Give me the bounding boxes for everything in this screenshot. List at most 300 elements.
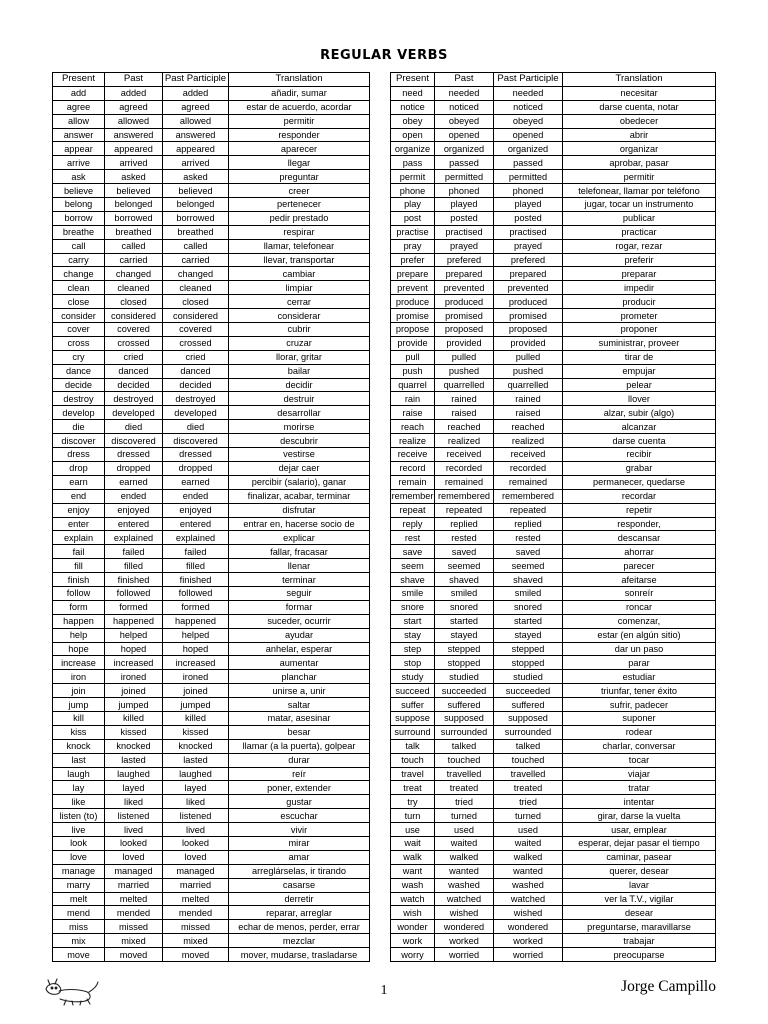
table-row [391, 350, 716, 364]
table-row [53, 767, 370, 781]
table-row [53, 795, 370, 809]
cell-past: asked [105, 170, 163, 184]
cell-past-participle: appeared [163, 142, 229, 156]
cell-past-participle: rested [494, 531, 563, 545]
cell-translation: alcanzar [563, 420, 716, 434]
cell-present: end [53, 489, 105, 503]
cell-present: kiss [53, 725, 105, 739]
cell-present: increase [53, 656, 105, 670]
table-header-row [53, 73, 370, 87]
table-row [53, 406, 370, 420]
cell-past-participle: recorded [494, 461, 563, 475]
cell-translation: grabar [563, 461, 716, 475]
table-row [391, 614, 716, 628]
cell-translation: tocar [563, 753, 716, 767]
cell-present: remember [391, 491, 434, 502]
cell-past-participle: stopped [494, 656, 563, 670]
cell-present: dance [53, 364, 105, 378]
table-row [53, 392, 370, 406]
cell-present: form [53, 600, 105, 614]
cell-past-participle: dressed [163, 448, 229, 462]
cell-translation: entrar en, hacerse socio de [229, 517, 370, 531]
cell-present: raise [391, 406, 435, 420]
table-row [391, 573, 716, 587]
cell-present: practise [391, 225, 435, 239]
cell-translation: darse cuenta [563, 434, 716, 448]
cell-past-participle: helped [163, 628, 229, 642]
cell-translation: cruzar [229, 336, 370, 350]
table-row [391, 656, 716, 670]
cell-present: dress [53, 448, 105, 462]
cell-past: stepped [435, 642, 494, 656]
cell-translation: preferir [563, 253, 716, 267]
table-row [53, 309, 370, 323]
cell-past-participle: cleaned [163, 281, 229, 295]
cell-translation: pedir prestado [229, 211, 370, 225]
table-row [53, 475, 370, 489]
table-row [391, 489, 716, 503]
cell-present: kill [53, 711, 105, 725]
cell-translation: terminar [229, 573, 370, 587]
cell-present: cry [53, 350, 105, 364]
cell-present: live [53, 823, 105, 837]
table-row [391, 795, 716, 809]
table-row [391, 600, 716, 614]
cell-translation: destruir [229, 392, 370, 406]
cell-present: finish [53, 573, 105, 587]
cell-translation: producir [563, 295, 716, 309]
table-row [391, 823, 716, 837]
table-row [53, 114, 370, 128]
cell-past: appeared [105, 142, 163, 156]
cell-present: wash [391, 878, 435, 892]
cell-past: developed [105, 406, 163, 420]
cell-past-participle: crossed [163, 336, 229, 350]
table-row [53, 739, 370, 753]
cell-past-participle: phoned [494, 184, 563, 198]
cell-translation: anhelar, esperar [229, 642, 370, 656]
cell-present: push [391, 364, 435, 378]
cell-past-participle: practised [494, 225, 563, 239]
cell-translation: decidir [229, 378, 370, 392]
cell-past-participle: ended [163, 489, 229, 503]
cell-present: propose [391, 323, 435, 337]
cell-present: seem [391, 559, 435, 573]
header-past: Past [105, 73, 163, 87]
cell-translation: charlar, conversar [563, 739, 716, 753]
cell-past-participle: jumped [163, 698, 229, 712]
cell-past: loved [105, 850, 163, 864]
cell-translation: finalizar, acabar, terminar [229, 489, 370, 503]
cell-present: believe [53, 184, 105, 198]
cell-present: enter [53, 517, 105, 531]
table-row [53, 378, 370, 392]
cell-past: remembered [435, 489, 494, 503]
table-row [391, 850, 716, 864]
cell-past-participle: entered [163, 517, 229, 531]
cell-present: stop [391, 656, 435, 670]
cell-past: worked [435, 934, 494, 948]
table-row [391, 684, 716, 698]
cell-past: arrived [105, 156, 163, 170]
cell-translation: permitir [229, 114, 370, 128]
cell-past: breathed [105, 225, 163, 239]
cell-present: fail [53, 545, 105, 559]
cell-present: destroy [53, 392, 105, 406]
cell-past: permitted [435, 170, 494, 184]
cell-past: wondered [435, 920, 494, 934]
cell-past-participle: provided [494, 336, 563, 350]
cell-past: shaved [435, 573, 494, 587]
cell-present: appear [53, 142, 105, 156]
table-row [53, 142, 370, 156]
verbs-table-right [390, 72, 716, 962]
cell-past: noticed [435, 100, 494, 114]
table-row [391, 448, 716, 462]
table-row [53, 100, 370, 114]
cell-present: drop [53, 461, 105, 475]
cell-present: agree [53, 100, 105, 114]
cell-translation: preguntarse, maravillarse [563, 920, 716, 934]
cell-past-participle: raised [494, 406, 563, 420]
cell-past: remained [435, 475, 494, 489]
table-row [391, 642, 716, 656]
cell-past-participle: posted [494, 211, 563, 225]
cell-translation: matar, asesinar [229, 711, 370, 725]
cell-present: rain [391, 392, 435, 406]
cell-past-participle: formed [163, 600, 229, 614]
table-row [53, 878, 370, 892]
cell-present: pass [391, 156, 435, 170]
table-row [391, 420, 716, 434]
cell-translation: preguntar [229, 170, 370, 184]
cell-past: obeyed [435, 114, 494, 128]
cell-translation: creer [229, 184, 370, 198]
cell-translation: proponer [563, 323, 716, 337]
table-row [53, 461, 370, 475]
table-row [53, 489, 370, 503]
cell-past: promised [435, 309, 494, 323]
cell-past: rained [435, 392, 494, 406]
table-row [53, 948, 370, 962]
cell-translation: considerar [229, 309, 370, 323]
cell-past: entered [105, 517, 163, 531]
cell-past-participle: waited [494, 836, 563, 850]
cell-past: looked [105, 836, 163, 850]
cell-past-participle: added [163, 86, 229, 100]
cell-past: laughed [105, 767, 163, 781]
cell-translation: tratar [563, 781, 716, 795]
cell-past-participle: started [494, 614, 563, 628]
cell-present: reach [391, 420, 435, 434]
cell-translation: vivir [229, 823, 370, 837]
table-row [53, 670, 370, 684]
cell-translation: respirar [229, 225, 370, 239]
cell-past: changed [105, 267, 163, 281]
cell-translation: cubrir [229, 323, 370, 337]
cell-translation: desear [563, 906, 716, 920]
cell-past: wanted [435, 864, 494, 878]
cell-past-participle: answered [163, 128, 229, 142]
cell-past: replied [435, 517, 494, 531]
cell-past-participle: lasted [163, 753, 229, 767]
table-row [391, 725, 716, 739]
cell-past: believed [105, 184, 163, 198]
table-row [391, 114, 716, 128]
table-row [53, 420, 370, 434]
cell-past-participle: earned [163, 475, 229, 489]
cell-present: last [53, 753, 105, 767]
cell-present: help [53, 628, 105, 642]
cell-translation: arreglárselas, ir tirando [229, 864, 370, 878]
cell-past-participle: smiled [494, 586, 563, 600]
table-row [391, 767, 716, 781]
cell-past-participle: washed [494, 878, 563, 892]
cell-present: melt [53, 892, 105, 906]
cell-past: proposed [435, 323, 494, 337]
cell-translation: practicar [563, 225, 716, 239]
cell-past-participle: carried [163, 253, 229, 267]
cell-present: open [391, 128, 435, 142]
table-row [391, 434, 716, 448]
cell-translation: dejar caer [229, 461, 370, 475]
cell-past: travelled [435, 767, 494, 781]
cell-translation: girar, darse la vuelta [563, 809, 716, 823]
cell-translation: disfrutar [229, 503, 370, 517]
cell-past-participle: promised [494, 309, 563, 323]
cell-present: provide [391, 336, 435, 350]
table-row [53, 156, 370, 170]
cell-translation: amar [229, 850, 370, 864]
cell-past: prefered [435, 253, 494, 267]
cell-present: carry [53, 253, 105, 267]
cell-past-participle: ironed [163, 670, 229, 684]
cell-past: layed [105, 781, 163, 795]
cell-present: rest [391, 531, 435, 545]
cell-past: answered [105, 128, 163, 142]
cell-past: melted [105, 892, 163, 906]
header-past-participle: Past Participle [494, 73, 563, 87]
table-row [53, 823, 370, 837]
table-row [53, 934, 370, 948]
cell-present: prepare [391, 267, 435, 281]
cell-past: jumped [105, 698, 163, 712]
cell-past-participle: organized [494, 142, 563, 156]
cell-past: formed [105, 600, 163, 614]
cell-past-participle: agreed [163, 100, 229, 114]
cell-past: enjoyed [105, 503, 163, 517]
cell-present: call [53, 239, 105, 253]
cell-translation: tirar de [563, 350, 716, 364]
cell-past: danced [105, 364, 163, 378]
cell-translation: seguir [229, 586, 370, 600]
cell-past: earned [105, 475, 163, 489]
cell-past: talked [435, 739, 494, 753]
cell-translation: llevar, transportar [229, 253, 370, 267]
table-row [391, 198, 716, 212]
cell-past: treated [435, 781, 494, 795]
verbs-table-left [52, 72, 370, 962]
cell-past: listened [105, 809, 163, 823]
cell-translation: sufrir, padecer [563, 698, 716, 712]
cell-translation: querer, desear [563, 864, 716, 878]
cell-past: wished [435, 906, 494, 920]
table-row [53, 434, 370, 448]
cell-past-participle: reached [494, 420, 563, 434]
cell-present: suffer [391, 698, 435, 712]
cell-translation: esperar, dejar pasar el tiempo [563, 836, 716, 850]
cell-present: wish [391, 906, 435, 920]
table-row [391, 711, 716, 725]
cell-present: organize [391, 142, 435, 156]
cell-translation: aparecer [229, 142, 370, 156]
cell-translation: roncar [563, 600, 716, 614]
cell-translation: estar de acuerdo, acordar [229, 100, 370, 114]
table-row [391, 239, 716, 253]
cell-present: knock [53, 739, 105, 753]
cell-past: crossed [105, 336, 163, 350]
cell-present: shave [391, 573, 435, 587]
table-row [53, 684, 370, 698]
table-row [391, 836, 716, 850]
table-row [53, 600, 370, 614]
table-row [391, 920, 716, 934]
cell-present: wait [391, 836, 435, 850]
cell-past-participle: married [163, 878, 229, 892]
cell-present: watch [391, 892, 435, 906]
cell-past: stayed [435, 628, 494, 642]
cell-present: want [391, 864, 435, 878]
cell-present: produce [391, 295, 435, 309]
cell-past: called [105, 239, 163, 253]
cell-past: married [105, 878, 163, 892]
page-number: 1 [380, 983, 388, 998]
cell-past-participle: seemed [494, 559, 563, 573]
cell-translation: durar [229, 753, 370, 767]
cell-past-participle: wished [494, 906, 563, 920]
table-row [391, 739, 716, 753]
table-row [391, 267, 716, 281]
cell-past-participle: proposed [494, 323, 563, 337]
cell-translation: poner, extender [229, 781, 370, 795]
cell-past-participle: closed [163, 295, 229, 309]
cell-present: jump [53, 698, 105, 712]
cell-past: closed [105, 295, 163, 309]
cell-past: finished [105, 573, 163, 587]
cell-past: practised [435, 225, 494, 239]
cell-past: received [435, 448, 494, 462]
cell-translation: mover, mudarse, trasladarse [229, 948, 370, 962]
cell-present: prefer [391, 253, 435, 267]
cell-past-participle: treated [494, 781, 563, 795]
cell-present: use [391, 823, 435, 837]
cell-present: quarrel [391, 378, 435, 392]
cell-translation: permitir [563, 170, 716, 184]
cell-present: notice [391, 100, 435, 114]
cell-translation: vestirse [229, 448, 370, 462]
cell-past: stopped [435, 656, 494, 670]
cell-translation: repetir [563, 503, 716, 517]
cell-past: dressed [105, 448, 163, 462]
table-row [391, 309, 716, 323]
cell-past-participle: laughed [163, 767, 229, 781]
cell-translation: gustar [229, 795, 370, 809]
cell-present: fill [53, 559, 105, 573]
cell-translation: llegar [229, 156, 370, 170]
cell-past: rested [435, 531, 494, 545]
table-row [53, 711, 370, 725]
cell-past-participle: kissed [163, 725, 229, 739]
cell-past-participle: worried [494, 948, 563, 962]
header-present: Present [391, 73, 435, 87]
cell-past-participle: finished [163, 573, 229, 587]
table-row [53, 573, 370, 587]
cell-translation: suceder, ocurrir [229, 614, 370, 628]
cell-present: iron [53, 670, 105, 684]
table-row [391, 253, 716, 267]
cell-translation: darse cuenta, notar [563, 100, 716, 114]
cell-past: allowed [105, 114, 163, 128]
cell-past: raised [435, 406, 494, 420]
cell-translation: estudiar [563, 670, 716, 684]
cell-present: pull [391, 350, 435, 364]
cell-past-participle: lived [163, 823, 229, 837]
cell-present: decide [53, 378, 105, 392]
cell-past: ended [105, 489, 163, 503]
cell-past-participle: listened [163, 809, 229, 823]
cell-past: phoned [435, 184, 494, 198]
table-row [53, 517, 370, 531]
cell-translation: bailar [229, 364, 370, 378]
table-row [391, 545, 716, 559]
cell-present: change [53, 267, 105, 281]
cell-past-participle: looked [163, 836, 229, 850]
cell-present: arrive [53, 156, 105, 170]
cell-present: develop [53, 406, 105, 420]
cell-present: ask [53, 170, 105, 184]
cell-past-participle: allowed [163, 114, 229, 128]
table-row [391, 100, 716, 114]
cell-present: add [53, 86, 105, 100]
table-row [53, 656, 370, 670]
cell-translation: recordar [563, 489, 716, 503]
table-row [391, 517, 716, 531]
table-row [53, 198, 370, 212]
table-row [53, 239, 370, 253]
cell-past-participle: walked [494, 850, 563, 864]
cell-past: happened [105, 614, 163, 628]
cell-translation: cambiar [229, 267, 370, 281]
cell-past-participle: stayed [494, 628, 563, 642]
cell-past-participle: covered [163, 323, 229, 337]
cell-past: lasted [105, 753, 163, 767]
cell-past-participle: missed [163, 920, 229, 934]
table-header-row [391, 73, 716, 87]
cell-past: filled [105, 559, 163, 573]
cell-past: needed [435, 86, 494, 100]
cell-present: follow [53, 586, 105, 600]
cell-past-participle: studied [494, 670, 563, 684]
cell-present: like [53, 795, 105, 809]
cell-past-participle: liked [163, 795, 229, 809]
table-row [53, 642, 370, 656]
table-row [391, 503, 716, 517]
cell-past-participle: killed [163, 711, 229, 725]
table-row [53, 253, 370, 267]
cell-past: died [105, 420, 163, 434]
header-translation: Translation [563, 73, 716, 87]
cell-translation: lavar [563, 878, 716, 892]
